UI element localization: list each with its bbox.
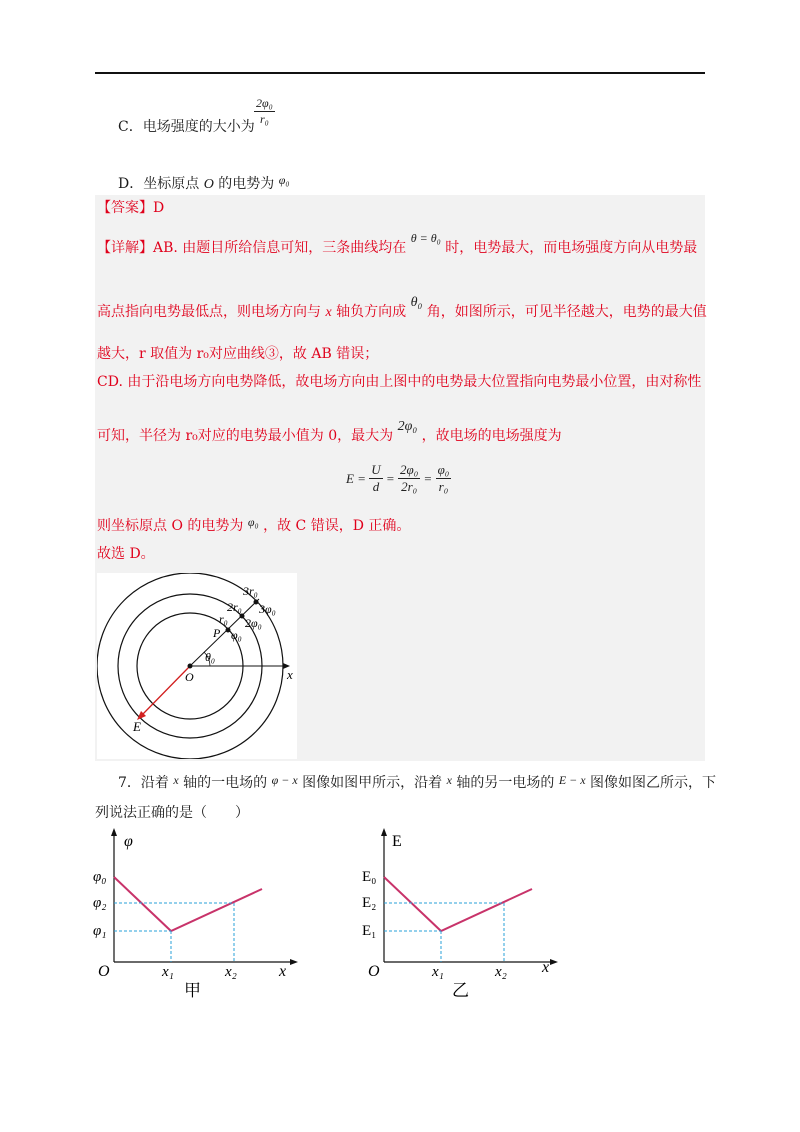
tick-phi0: φ₀ (93, 869, 107, 885)
option-c-fraction: $\frac{\text{2φ₀}}{\text{r₀}}$ (256, 96, 273, 126)
detail-line-2: 高点指向电势最低点，则电场方向与 x 轴负方向成 θ₀ 角，如图所示，可见半径越大，电势的最大值 (97, 295, 707, 320)
detail-line-7: 故选 D。 (97, 546, 155, 562)
detail-line-4: CD. 由于沿电场方向电势降低，故电场方向由上图中的电势最大位置指向电势最小位置，由对称性 (97, 374, 702, 390)
e-curve (384, 877, 532, 931)
graph-yi (362, 826, 572, 1001)
label-2r0: 2r₀ (227, 600, 242, 614)
detail-line-5: 可知，半径为 r₀对应的电势最小值为 0，最大为 2φ₀ ，故电场的电场强度为 (97, 419, 562, 444)
origin-dot (188, 664, 193, 669)
label-2phi0: 2φ₀ (245, 616, 262, 630)
circle-figure-svg (97, 573, 297, 759)
point-2r0 (240, 614, 245, 619)
question7-line1: 7．沿着 x 轴的一电场的 φ − x 图像如图甲所示，沿着 x 轴的另一电场的 E − x 图像如图乙所示，下 (118, 773, 717, 791)
point-3r0 (254, 600, 259, 605)
label-3r0: 3r₀ (243, 584, 258, 598)
formula-e: E = $\frac{U}{d}$ = $\frac{\text{2φ₀}}{\text{2r₀}}$ = $\frac{\text{φ₀}}{\text{r₀}}$ (346, 462, 450, 494)
tick-e2: E₂ (362, 895, 377, 911)
origin-label: O (98, 963, 110, 980)
question7-line2: 列说法正确的是（ ） (95, 805, 249, 821)
detail-line-6: 则坐标原点 O 的电势为 φ₀ ，故 C 错误，D 正确。 (97, 515, 411, 534)
tick-phi1: φ₁ (93, 923, 107, 939)
label-o: O (185, 670, 194, 684)
x-axis-label: x (542, 959, 550, 976)
y-axis-arrow (381, 828, 387, 836)
caption-jia: 甲 (184, 981, 201, 1000)
option-d: D．坐标原点 O 的电势为 φ₀ (118, 173, 290, 192)
label-x: x (287, 667, 293, 682)
circle-figure (97, 573, 297, 759)
label-p: P (213, 626, 221, 640)
caption-yi: 乙 (452, 981, 469, 1000)
detail-line-3: 越大，r 取值为 r₀对应曲线③，故 AB 错误； (97, 346, 379, 362)
tick-phi2: φ₂ (93, 895, 107, 911)
origin-label: O (368, 963, 380, 980)
radial-line (190, 599, 259, 666)
field-arrow-line (141, 666, 190, 716)
graph-jia (92, 826, 302, 1001)
label-r0: r₀ (219, 612, 228, 626)
option-c: C．电场强度的大小为 (118, 119, 255, 135)
answer-label: 【答案】D (97, 200, 165, 216)
detail-line-1: 【详解】AB. 由题目所给信息可知，三条曲线均在 θ = θ₀ 时，电势最大，而电场强度方向从电势最 (97, 231, 698, 256)
tick-x1: x₁ (432, 964, 444, 980)
tick-e1: E₁ (362, 923, 377, 939)
tick-x2: x₂ (225, 964, 237, 980)
phi-curve (114, 877, 262, 931)
tick-x1: x₁ (162, 964, 174, 980)
y-axis-label: φ (124, 833, 133, 850)
x-axis-arrow (290, 959, 298, 965)
point-p (226, 628, 231, 633)
x-axis-label: x (279, 963, 287, 980)
label-phi0: φ₀ (231, 628, 242, 642)
y-axis-arrow (111, 828, 117, 836)
label-theta0: θ₀ (205, 650, 216, 664)
tick-x2: x₂ (495, 964, 507, 980)
y-axis-label: E (392, 833, 402, 850)
label-e: E (133, 719, 141, 734)
tick-e0: E₀ (362, 869, 377, 885)
label-3phi0: 3φ₀ (259, 602, 276, 616)
header-rule (95, 72, 705, 74)
x-axis-arrow (550, 959, 558, 965)
